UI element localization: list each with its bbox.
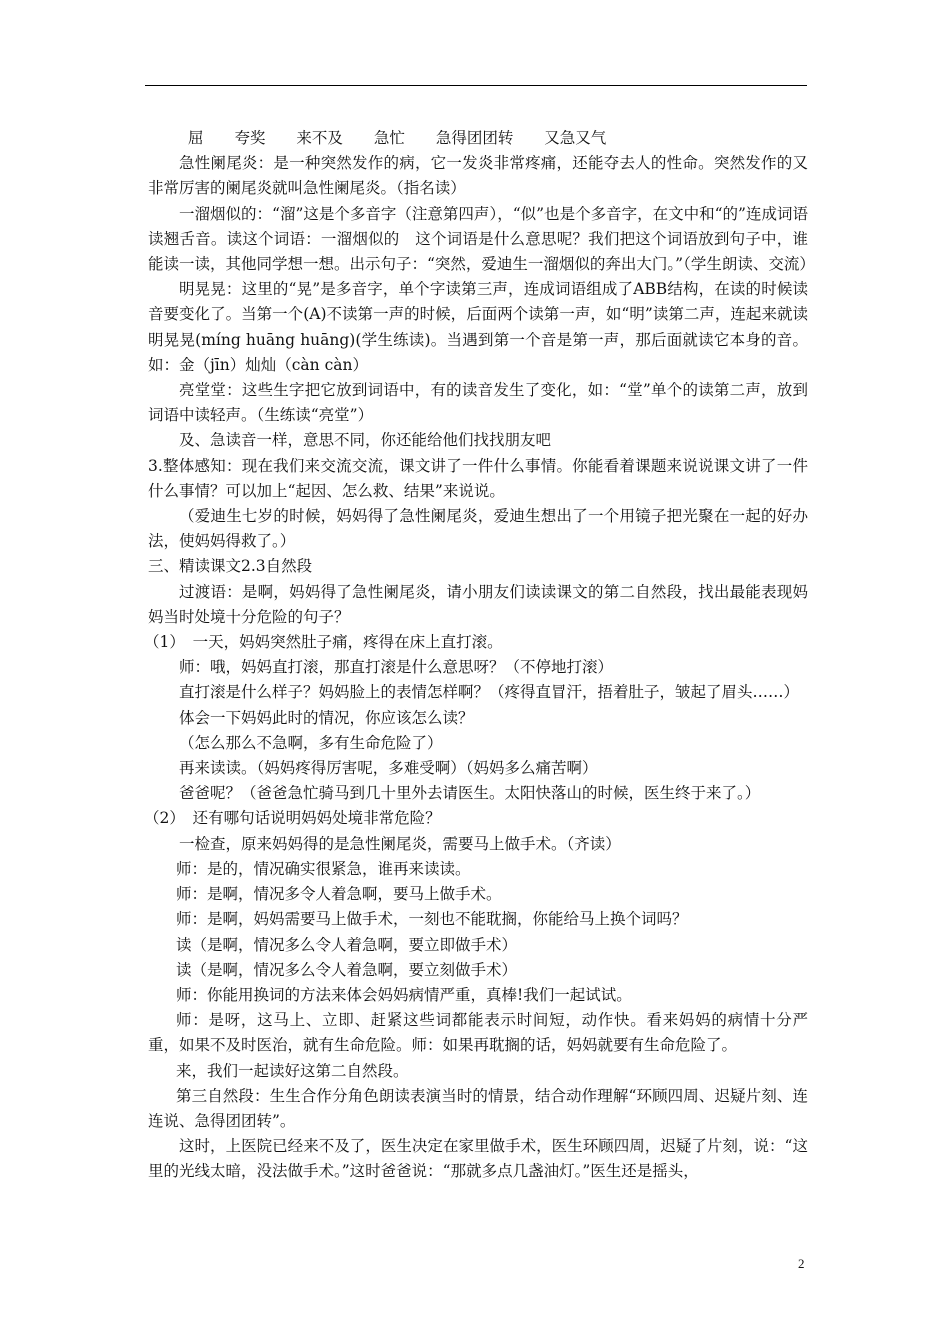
vocab-word: 屈	[188, 129, 204, 147]
paragraph: 来，我们一起读好这第二自然段。	[176, 1061, 409, 1080]
vocab-word: 急忙	[373, 129, 405, 147]
vocab-word: 夸奖	[234, 129, 266, 147]
paragraph: （1） 一天，妈妈突然肚子痛，疼得在床上直打滚。	[144, 633, 503, 652]
page-number: 2	[798, 1256, 805, 1271]
document-body	[144, 126, 815, 1185]
paragraph: 师：是啊，情况多令人着急啊，要马上做手术。	[176, 885, 502, 904]
paragraph: 3.整体感知：现在我们来交流交流，课文讲了一件什么事情。你能看着课题来说说课文讲了一件什么事情？可以加上“起因、怎么救、结果”来说说。	[148, 456, 808, 500]
paragraph: （怎么那么不急啊，多有生命危险了）	[179, 733, 443, 752]
paragraph: 急性阑尾炎：是一种突然发作的病，它一发炎非常疼痛，还能夺去人的性命。突然发作的又非常厉害的阑尾炎就叫急性阑尾炎。（指名读）	[148, 154, 808, 198]
paragraph-list	[144, 151, 815, 1184]
vocab-word: 急得团团转	[435, 129, 514, 147]
paragraph: 读（是啊，情况多么令人着急啊，要立刻做手术）	[176, 960, 518, 979]
paragraph: 这时，上医院已经来不及了，医生决定在家里做手术，医生环顾四周，迟疑了片刻，说：“这里的光线太暗，没法做手术。”这时爸爸说：“那就多点几盏油灯。”医生还是摇头，	[148, 1137, 808, 1181]
paragraph: 师：是啊，妈妈需要马上做手术，一刻也不能耽搁，你能给马上换个词吗？	[176, 910, 688, 929]
paragraph: 再来读读。（妈妈疼得厉害呢，多难受啊）（妈妈多么痛苦啊）	[179, 759, 598, 778]
paragraph: 及、急读音一样，意思不同，你还能给他们找找朋友吧	[179, 431, 552, 450]
paragraph: （爱迪生七岁的时候，妈妈得了急性阑尾炎，爱迪生想出了一个用镜子把光聚在一起的好办法，使妈妈得救了。）	[148, 507, 808, 551]
paragraph: 亮堂堂：这些生字把它放到词语中，有的读音发生了变化，如：“堂”单个的读第二声，放到词语中读轻声。（生练读“亮堂”）	[148, 381, 808, 425]
paragraph: 师：是的，情况确实很紧急，谁再来读读。	[176, 859, 471, 878]
paragraph: 师：你能用换词的方法来体会妈妈病情严重，真棒!我们一起试试。	[176, 985, 632, 1004]
vocab-word: 来不及	[296, 129, 343, 147]
paragraph: 爸爸呢？（爸爸急忙骑马到几十里外去请医生。太阳快落山的时候，医生终于来了。）	[179, 784, 761, 803]
paragraph: 一溜烟似的：“溜”这是个多音字（注意第四声），“似”也是个多音字，在文中和“的”连成词语读翘舌音。读这个词语：一溜烟似的 这个词语是什么意思呢？我们把这个词语放到句子中，谁能读一读，其他同学想一想。出示句子：“突然，爱迪生一溜烟似的奔出大门。”（学生朗读、交流）	[148, 204, 815, 274]
header-rule	[145, 85, 807, 86]
paragraph: （2） 还有哪句话说明妈妈处境非常危险？	[144, 809, 441, 828]
paragraph: 过渡语：是啊，妈妈得了急性阑尾炎，请小朋友们读读课文的第二自然段，找出最能表现妈妈当时处境十分危险的句子？	[148, 582, 808, 626]
paragraph: 一检查，原来妈妈得的是急性阑尾炎，需要马上做手术。（齐读）	[179, 834, 621, 853]
paragraph: 体会一下妈妈此时的情况，你应该怎么读？	[179, 708, 474, 727]
paragraph: 三、精读课文2.3自然段	[148, 557, 313, 576]
paragraph: 读（是啊，情况多么令人着急啊，要立即做手术）	[176, 935, 518, 954]
paragraph: 师：哦，妈妈直打滚，那直打滚是什么意思呀？（不停地打滚）	[179, 658, 614, 677]
paragraph: 明晃晃：这里的“晃”是多音字，单个字读第三声，连成词语组成了ABB结构，在读的时候读音要变化了。当第一个(A)不读第一声的时候，后面两个读第一声，如“明”读第二声，连起来就读明晃晃(míng huāng huāng)(学生练读)。当遇到第一个音是第一声，那后面就读它本身的音。如：金（jīn）灿灿（càn càn）	[148, 280, 808, 374]
paragraph: 直打滚是什么样子？妈妈脸上的表情怎样啊？（疼得直冒汗，捂着肚子，皱起了眉头……）	[179, 683, 800, 702]
paragraph: 第三自然段：生生合作分角色朗读表演当时的情景，结合动作理解“环顾四周、迟疑片刻、连连说、急得团团转”。	[148, 1086, 808, 1130]
paragraph: 师：是呀，这马上、立即、赶紧这些词都能表示时间短，动作快。看来妈妈的病情十分严重，如果不及时医治，就有生命危险。师：如果再耽搁的话，妈妈就要有生命危险了。	[148, 1011, 808, 1055]
vocab-word: 又急又气	[544, 129, 607, 147]
vocabulary-line	[148, 126, 808, 151]
